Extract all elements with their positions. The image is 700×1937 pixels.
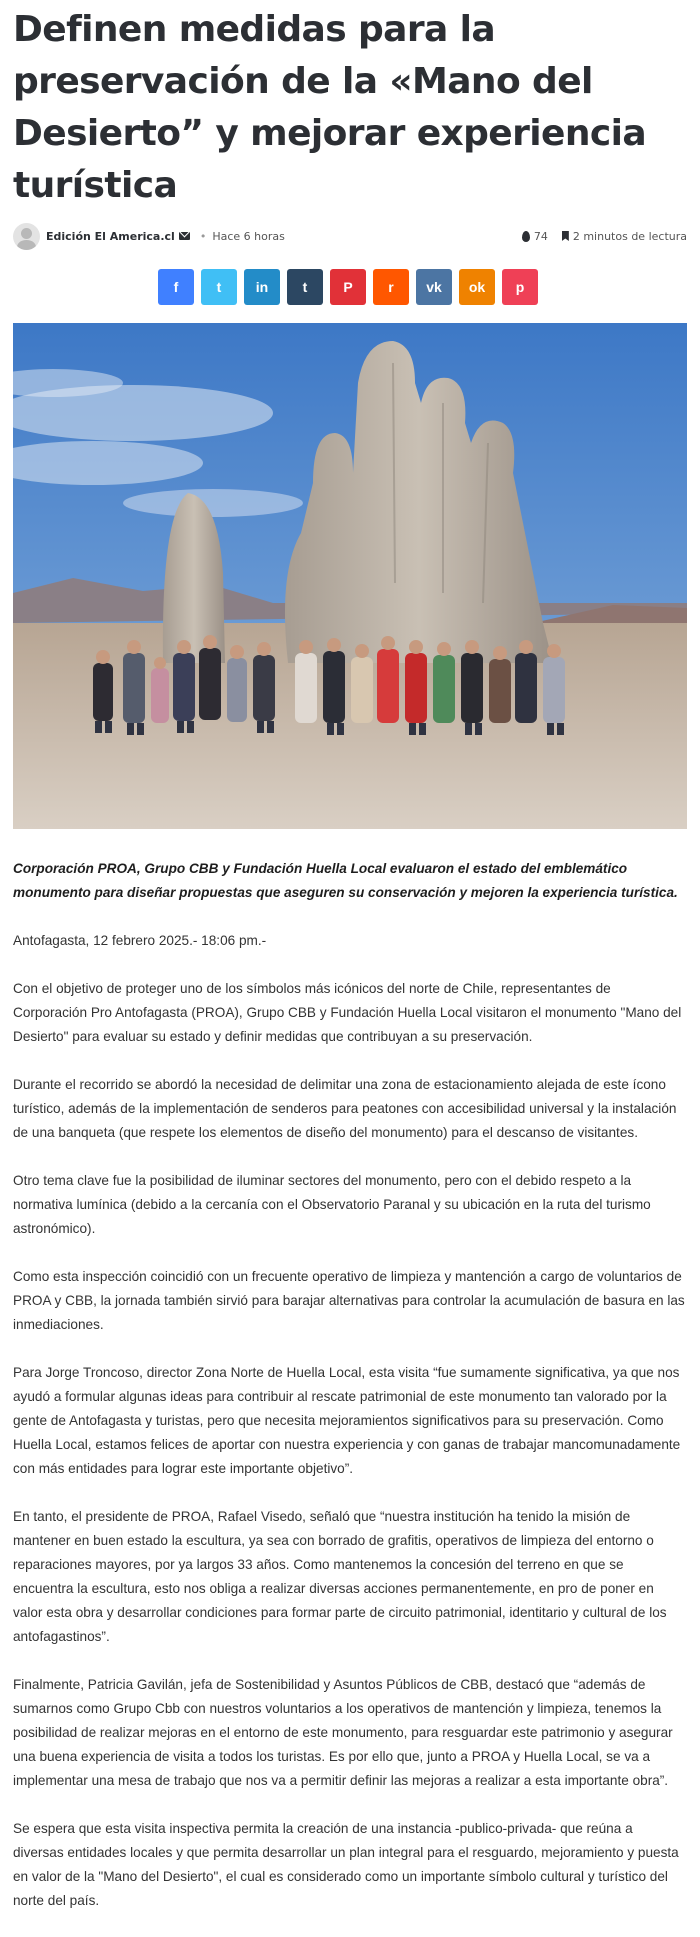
twitter-share-icon[interactable]: t <box>201 269 237 305</box>
article-paragraph: Se espera que esta visita inspectiva permita la creación de una instancia -publico-privada- que reúna a diversas entidades locales y que permita desarrollar un plan integral para el resguardo, mejoramiento y puesta en valor de la "Mano del Desierto", el cual es considerado como un importante símbolo cultural y turístico del norte del país. <box>13 1821 679 1908</box>
article-paragraph: Finalmente, Patricia Gavilán, jefa de Sostenibilidad y Asuntos Públicos de CBB, destacó que “además de sumarnos como Grupo Cbb con nuestros voluntarios a los operativos de mantención y limpieza, tenemos la posibilidad de realizar mejoras en el entorno de este monumento, para resguardar este patrimonio y asegurar una buena experiencia de visita a todos los turistas. Es por ello que, junto a PROA y Huella Local, se va a implementar una mesa de trabajo que nos va a permitir definir las mejoras a realizar a esta importante obra”. <box>13 1677 673 1788</box>
article-meta <box>13 222 687 250</box>
views-flame-icon <box>522 231 530 242</box>
article-paragraph: Antofagasta, 12 febrero 2025.- 18:06 pm.- <box>13 933 267 948</box>
facebook-share-icon[interactable]: f <box>158 269 194 305</box>
views-count: 74 <box>533 229 548 243</box>
article-body <box>13 857 687 1937</box>
article-paragraph: Para Jorge Troncoso, director Zona Norte de Huella Local, esta visita “fue sumamente significativa, ya que nos ayudó a formular algunas ideas para contribuir al rescate patrimonial de este monumento tan valorado por la gente de Antofagasta y turistas, pero que necesita mejoramientos significativos para su preservación. Como Huella Local, estamos felices de aportar con nuestra experiencia y con ganas de trabajar mancomunadamente con más entidades para lograr este importante objetivo”. <box>13 1365 681 1476</box>
vk-share-icon[interactable]: vk <box>416 269 452 305</box>
article-hero-image <box>13 323 687 829</box>
tumblr-share-icon[interactable]: t <box>287 269 323 305</box>
article-lead: Corporación PROA, Grupo CBB y Fundación Huella Local evaluaron el estado del emblemático monumento para diseñar propuestas que aseguren su conservación y mejoren la experiencia turística. <box>13 861 678 900</box>
author-name[interactable]: Edición El America.cl <box>46 229 175 243</box>
odnoklassniki-share-icon[interactable]: ok <box>459 269 495 305</box>
author-avatar[interactable] <box>13 223 40 250</box>
reading-time: 2 minutos de lectura <box>572 229 687 243</box>
article-paragraph: Otro tema clave fue la posibilidad de iluminar sectores del monumento, pero con el debido respeto a la normativa lumínica (debido a la cercanía con el Observatorio Paranal y su ubicación en la ruta del turismo astronómico). <box>13 1173 651 1236</box>
article-paragraph: Durante el recorrido se abordó la necesidad de delimitar una zona de estacionamiento alejada de este ícono turístico, además de la implementación de senderos para peatones con accesibilidad universal y la instalación de una banqueta (que respete los elementos de diseño del monumento) para el descanso de visitantes. <box>13 1077 677 1140</box>
reddit-share-icon[interactable]: r <box>373 269 409 305</box>
reading-time-icon <box>562 231 569 241</box>
post-time: Hace 6 horas <box>212 229 285 243</box>
article-paragraph: En tanto, el presidente de PROA, Rafael Visedo, señaló que “nuestra institución ha tenido la misión de mantener en buen estado la escultura, ya sea con borrado de grafitis, operativos de limpieza del entorno o reparaciones mayores, por ya largos 33 años. Como mantenemos la concesión del terreno en que se encuentra la escultura, esto nos obliga a realizar diversas acciones permanentemente, en pro de poner en valor esta obra y desarrollar condiciones para formar parte de circuito patrimonial, identitario y cultural de los antofagastinos”. <box>13 1509 667 1644</box>
separator-dot: • <box>199 229 207 243</box>
article-paragraph: Como esta inspección coincidió con un frecuente operativo de limpieza y mantención a cargo de voluntarios de PROA y CBB, la jornada también sirvió para barajar alternativas para controlar la acumulación de basura en las inmediaciones. <box>13 1269 685 1332</box>
linkedin-share-icon[interactable]: in <box>244 269 280 305</box>
pocket-share-icon[interactable]: p <box>502 269 538 305</box>
article-paragraph: Con el objetivo de proteger uno de los símbolos más icónicos del norte de Chile, representantes de Corporación Pro Antofagasta (PROA), Grupo CBB y Fundación Huella Local visitaron el monumento "Mano del Desierto" para evaluar su estado y definir medidas que contribuyan a su preservación. <box>13 981 682 1044</box>
email-icon[interactable] <box>179 232 190 240</box>
article-title: Definen medidas para la preservación de la «Mano del Desierto” y mejorar experiencia turística <box>13 9 647 206</box>
share-buttons <box>158 269 538 305</box>
pinterest-share-icon[interactable]: P <box>330 269 366 305</box>
